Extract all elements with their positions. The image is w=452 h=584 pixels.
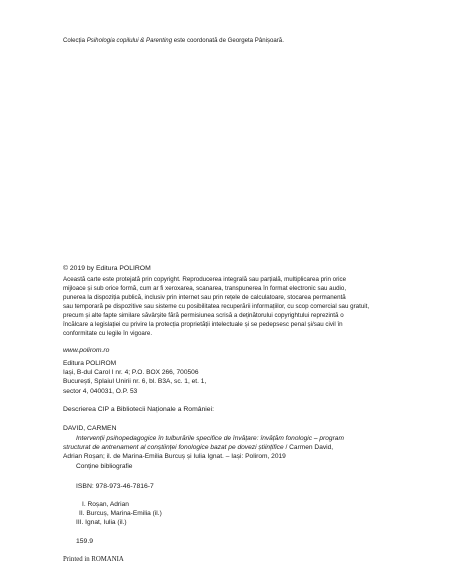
contributor-item: III. Ignat, Iulia (il.) <box>76 519 127 527</box>
publisher-address <box>63 359 397 396</box>
website-link[interactable]: www.polirom.ro <box>63 347 110 354</box>
cip-heading: Descrierea CIP a Bibliotecii Naționale a României: <box>63 406 214 413</box>
cip-title-line: Intervenții psihopedagogice în tulburările specifice de învățare: învățăm fonologic – program <box>76 435 344 442</box>
contributor-item: I. Roșan, Adrian <box>82 501 129 508</box>
collection-coordination <box>63 37 284 46</box>
coordination-prefix: Colecția <box>63 37 87 44</box>
cip-title <box>63 434 385 471</box>
copyright-line: © 2019 by Editura POLIROM <box>63 265 151 272</box>
contributors-list <box>76 500 398 528</box>
notice-line: conformitate cu legile în vigoare. <box>63 330 153 337</box>
address-line: sector 4, 040031, O.P. 53 <box>63 387 138 395</box>
classification-code: 159.9 <box>76 538 94 545</box>
notice-line: precum și alte fapte similare săvârșite fără permisiunea scrisă a deținătorului copyrightului reprezintă o <box>63 312 344 319</box>
notice-line: Această carte este protejată prin copyright. Reproducerea integrală sau parțială, multiplicarea prin orice <box>63 276 347 283</box>
cip-bibliography: Conține bibliografie <box>76 462 133 470</box>
collection-name: Psihologia copilului & Parenting <box>86 37 173 44</box>
printed-in: Printed in ROMANIA <box>63 556 124 563</box>
copyright-notice <box>63 275 397 338</box>
address-line: București, Splaiul Unirii nr. 6, bl. B3A, sc. 1, et. 1, <box>63 378 207 386</box>
coordination-suffix: este coordonată de Georgeta Pânișoară. <box>172 37 284 44</box>
cip-credit-line: Adrian Roșan; il. de Marina-Emilia Burcuș și Iulia Ignat. – Iași: Polirom, 2019 <box>63 453 286 461</box>
notice-line: încălcare a legislației cu privire la protecția proprietății intelectuale și se pedepsesc penal și/sau civil în <box>63 321 343 328</box>
notice-line: sau temporară pe dispozitive sau sisteme cu posibilitatea recuperării informațiilor, cu scop comercial sau gratuit, <box>63 303 370 310</box>
address-line: Iași, B-dul Carol I nr. 4; P.O. BOX 266, 700506 <box>63 369 199 377</box>
notice-line: punerea la dispoziția publică, inclusiv prin internet sau prin rețele de calculatoare, stocarea permanentă <box>63 294 346 301</box>
cip-title-line: structurat de antrenament al conștiinței fonologice bazat pe dovezi științifice <box>63 444 284 452</box>
isbn: ISBN: 978-973-46-7816-7 <box>76 483 154 490</box>
cip-title-rest: / Carmen David, <box>283 444 334 452</box>
notice-line: mijloace și sub orice formă, cum ar fi xeroxarea, scanarea, transpunerea în format electronic sau audio, <box>63 285 347 292</box>
contributor-item: II. Burcuș, Marina-Emilia (il.) <box>79 510 162 518</box>
address-line: Editura POLIROM <box>63 360 117 367</box>
cip-author: DAVID, CARMEN <box>63 425 117 432</box>
